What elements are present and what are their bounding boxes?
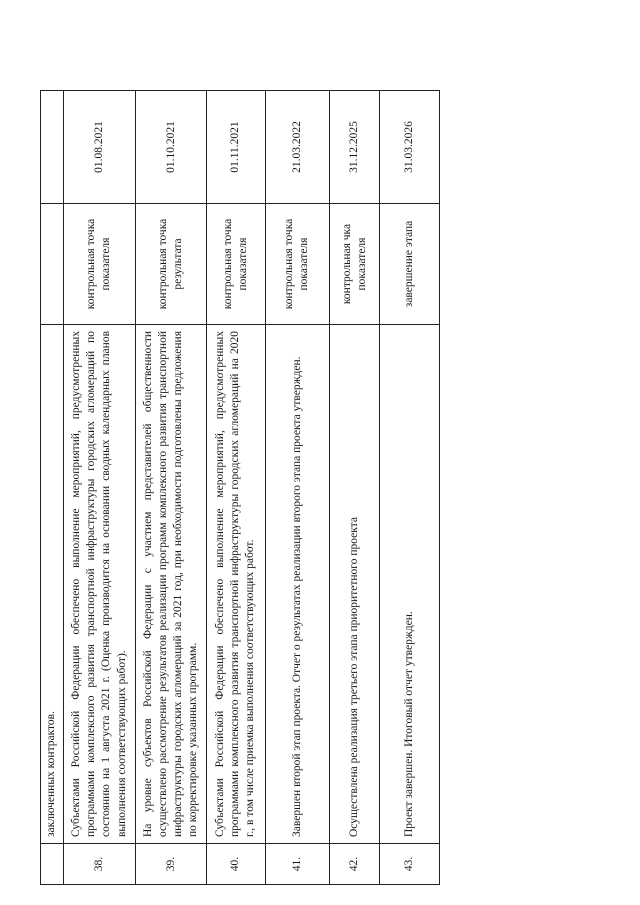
row-date: 01.11.2021 xyxy=(207,91,265,204)
row-number: 42. xyxy=(330,844,380,885)
table-row xyxy=(63,91,136,885)
date-cell xyxy=(41,91,64,204)
row-number: 41. xyxy=(265,844,330,885)
row-description-text: Проект завершен. Итоговый отчет утвержден. xyxy=(403,611,416,837)
row-number: 43. xyxy=(380,844,440,885)
row-milestone-type: контрольная точка показателя xyxy=(265,204,330,325)
row-description xyxy=(136,325,207,844)
row-description-text: На уровне субъектов Российской Федерации с участием представителей общественности осуществлено рассмотрение результатов реализации программ комплексного развития транспортной инфраструктуры городских агломераций за 2021 год, при необходимости подготовлены предложения по корректировке указанных программ. xyxy=(141,331,200,837)
row-milestone-type: контрольная точка показателя xyxy=(63,204,136,325)
row-description-text: Субъектами Российской Федерации обеспечено выполнение мероприятий, предусмотренных программами комплексного развития транспортной инфраструктуры городских агломераций на 2020 г., в том числе приемка выполнения соответствующих работ. xyxy=(214,331,257,837)
row-milestone-type: контрольная чка показателя xyxy=(330,204,380,325)
row-description-text: Завершен второй этап проекта. Отчет о результатах реализации второго этапа проекта утвержден. xyxy=(290,356,303,837)
table-row xyxy=(330,91,380,885)
row-description xyxy=(63,325,136,844)
row-number: 39. xyxy=(136,844,207,885)
table-row xyxy=(136,91,207,885)
row-date: 01.08.2021 xyxy=(63,91,136,204)
row-milestone-type: контрольная точка результата xyxy=(136,204,207,325)
row-number: 40. xyxy=(207,844,265,885)
row-description xyxy=(207,325,265,844)
row-number: 38. xyxy=(63,844,136,885)
table-row-continuation xyxy=(41,91,64,885)
milestones-table xyxy=(40,90,440,885)
row-description xyxy=(265,325,330,844)
row-description-text: Осуществлена реализация третьего этапа приоритетного проекта xyxy=(348,517,361,837)
table-row xyxy=(207,91,265,885)
row-date: 31.03.2026 xyxy=(380,91,440,204)
row-date: 31.12.2025 xyxy=(330,91,380,204)
row-date: 01.10.2021 xyxy=(136,91,207,204)
row-date: 21.03.2022 xyxy=(265,91,330,204)
table-row xyxy=(380,91,440,885)
row-milestone-type: контрольная точка показателя xyxy=(207,204,265,325)
row-milestone-type: завершение этапа xyxy=(380,204,440,325)
row-description-text: Субъектами Российской Федерации обеспечено выполнение мероприятий, предусмотренных программами комплексного развития транспортной инфраструктуры городских агломераций по состоянию на 1 августа 2021 г. (Оценка производится на основании сводных календарных планов выполнения соответствующих работ). xyxy=(70,331,128,837)
milestone-type-cell xyxy=(41,204,64,325)
continuation-text: заключенных контрактов. xyxy=(45,711,58,837)
description-cell xyxy=(41,325,64,844)
row-number-cell xyxy=(41,844,64,885)
table-row xyxy=(265,91,330,885)
row-description xyxy=(380,325,440,844)
rotated-page-content xyxy=(40,95,440,885)
row-description xyxy=(330,325,380,844)
